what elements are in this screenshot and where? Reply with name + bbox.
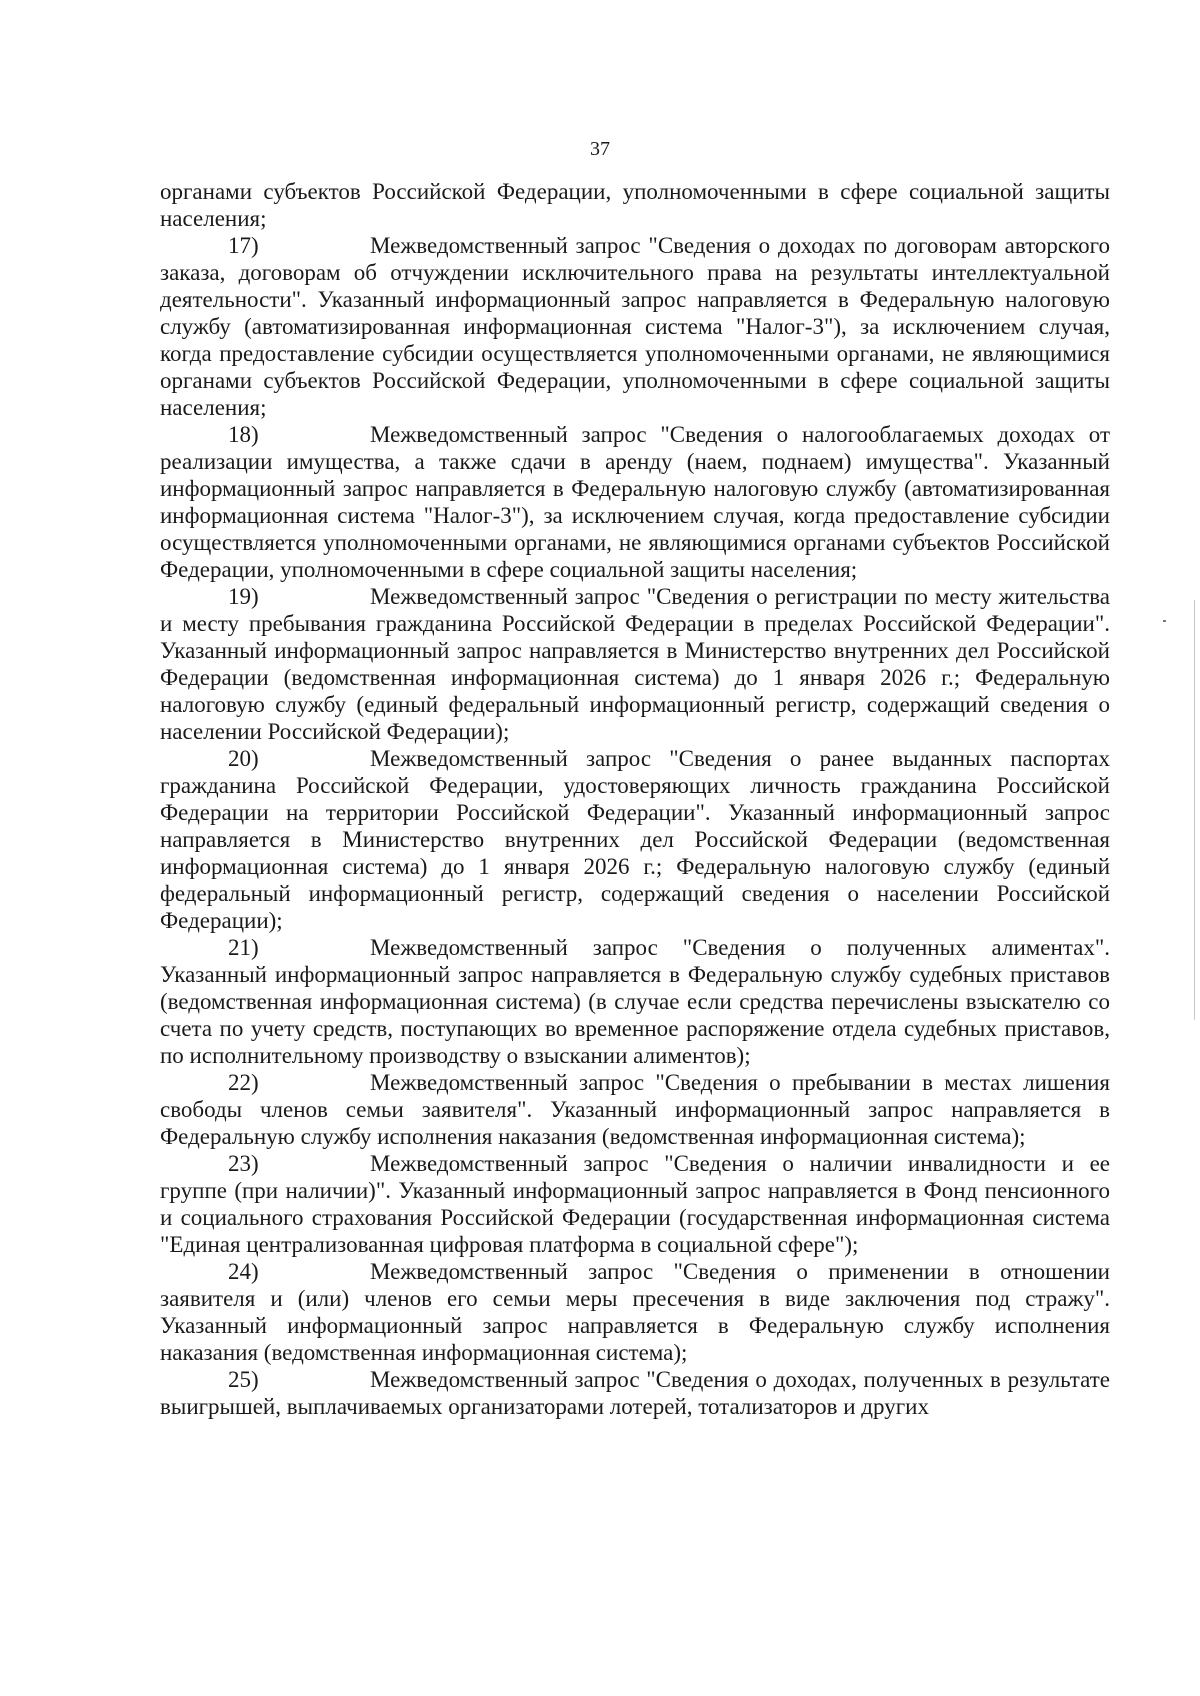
item-number: 24) <box>228 1259 259 1284</box>
item-number: 19) <box>228 584 259 609</box>
item-text: Межведомственный запрос "Сведения о доходах по договорам авторского заказа, договорам об отчуждении исключительного права на результаты интеллектуальной деятельности". Указанный информационный запрос направляется в Федеральную налоговую службу (автоматизированная информационная система "Налог-3"), за исключением случая, когда предоставление субсидии осуществляется уполномоченными органами, не являющимися органами субъектов Российской Федерации, уполномоченными в сфере социальной защиты населения; <box>160 233 1110 420</box>
item-text: Межведомственный запрос "Сведения о наличии инвалидности и ее группе (при наличии)". Указанный информационный запрос направляется в Фонд пенсионного и социального страхования Российской Федерации (государственная информационная система "Единая централизованная цифровая платформа в социальной сфере"); <box>160 1151 1110 1257</box>
document-body <box>160 178 1110 1420</box>
list-item-24 <box>160 1258 1110 1366</box>
page-number: 37 <box>590 138 610 160</box>
list-item-23 <box>160 1150 1110 1258</box>
item-number: 20) <box>228 746 259 771</box>
list-item-18 <box>160 421 1110 583</box>
item-number: 23) <box>228 1151 259 1176</box>
item-number: 17) <box>228 233 259 258</box>
item-number: 21) <box>228 935 259 960</box>
list-item-25 <box>160 1366 1110 1420</box>
item-number: 18) <box>228 422 259 447</box>
scan-dot-mark <box>1163 620 1166 622</box>
item-number: 22) <box>228 1070 259 1095</box>
list-item-19 <box>160 583 1110 745</box>
list-item-22 <box>160 1069 1110 1150</box>
list-item-17 <box>160 232 1110 421</box>
item-text: Межведомственный запрос "Сведения о применении в отношении заявителя и (или) членов его семьи меры пресечения в виде заключения под стражу". Указанный информационный запрос направляется в Федеральную службу исполнения наказания (ведомственная информационная система); <box>160 1259 1110 1365</box>
item-number: 25) <box>228 1367 259 1392</box>
intro-paragraph: органами субъектов Российской Федерации, уполномоченными в сфере социальной защиты населения; <box>160 179 1110 231</box>
item-text: Межведомственный запрос "Сведения о полученных алиментах". Указанный информационный запрос направляется в Федеральную службу судебных приставов (ведомственная информационная система) (в случае если средства перечислены взыскателю со счета по учету средств, поступающих во временное распоряжение отдела судебных приставов, по исполнительному производству о взыскании алиментов); <box>160 935 1110 1068</box>
item-text: Межведомственный запрос "Сведения о регистрации по месту жительства и месту пребывания гражданина Российской Федерации в пределах Российской Федерации". Указанный информационный запрос направляется в Министерство внутренних дел Российской Федерации (ведомственная информационная система) до 1 января 2026 г.; Федеральную налоговую службу (единый федеральный информационный регистр, содержащий сведения о населении Российской Федерации); <box>160 584 1110 744</box>
list-item-21 <box>160 934 1110 1069</box>
item-text: Межведомственный запрос "Сведения о доходах, полученных в результате выигрышей, выплачиваемых организаторами лотерей, тотализаторов и других <box>160 1367 1110 1419</box>
scan-edge-mark <box>1194 600 1195 1020</box>
item-text: Межведомственный запрос "Сведения о налогооблагаемых доходах от реализации имущества, а также сдачи в аренду (наем, поднаем) имущества". Указанный информационный запрос направляется в Федеральную налоговую службу (автоматизированная информационная система "Налог-3"), за исключением случая, когда предоставление субсидии осуществляется уполномоченными органами, не являющимися органами субъектов Российской Федерации, уполномоченными в сфере социальной защиты населения; <box>160 422 1110 582</box>
list-item-20 <box>160 745 1110 934</box>
item-text: Межведомственный запрос "Сведения о пребывании в местах лишения свободы членов семьи заявителя". Указанный информационный запрос направляется в Федеральную службу исполнения наказания (ведомственная информационная система); <box>160 1070 1110 1149</box>
item-text: Межведомственный запрос "Сведения о ранее выданных паспортах гражданина Российской Федерации, удостоверяющих личность гражданина Российской Федерации на территории Российской Федерации". Указанный информационный запрос направляется в Министерство внутренних дел Российской Федерации (ведомственная информационная система) до 1 января 2026 г.; Федеральную налоговую службу (единый федеральный информационный регистр, содержащий сведения о населении Российской Федерации); <box>160 746 1110 933</box>
